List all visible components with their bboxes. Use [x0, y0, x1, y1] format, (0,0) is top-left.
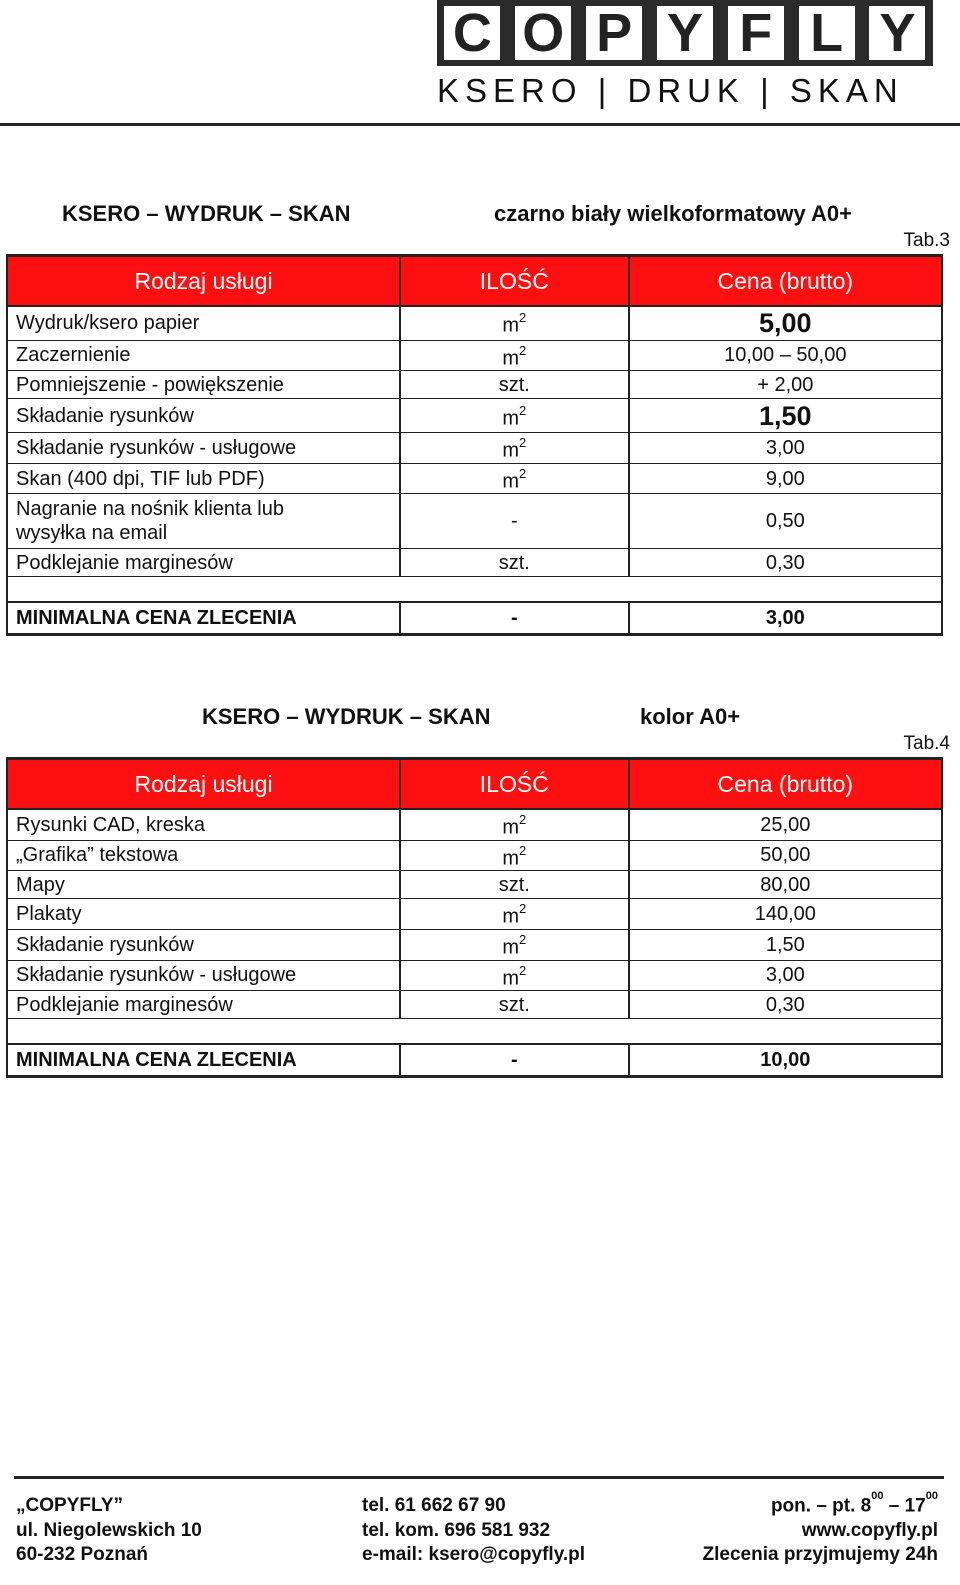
unit-cell: szt. — [400, 871, 629, 899]
table-row — [7, 929, 942, 960]
price-cell: 10,00 – 50,00 — [629, 340, 942, 371]
logo-letter: Y — [869, 6, 925, 60]
unit-cell: szt. — [400, 991, 629, 1019]
logo-letter: F — [728, 6, 784, 60]
service-cell: Rysunki CAD, kreska — [7, 809, 400, 840]
unit-cell: $m^2$ — [400, 463, 629, 494]
table-row — [7, 991, 942, 1019]
logo-letter: L — [799, 6, 855, 60]
unit-cell: szt. — [400, 549, 629, 577]
unit-cell: $m^2$ — [400, 899, 629, 930]
unit-cell: szt. — [400, 371, 629, 399]
price-cell: 3,00 — [629, 433, 942, 464]
price-cell: 140,00 — [629, 899, 942, 930]
unit-cell: $m^2$ — [400, 840, 629, 871]
table-row — [7, 960, 942, 991]
unit-cell: $m^2$ — [400, 960, 629, 991]
logo-letter: C — [444, 6, 500, 60]
table-row — [7, 549, 942, 577]
table-row — [7, 371, 942, 399]
unit-cell: $m^2$ — [400, 399, 629, 433]
unit-cell: $m^2$ — [400, 433, 629, 464]
header-service: Rodzaj usługi — [7, 256, 400, 307]
table-row — [7, 306, 942, 340]
service-cell: Składanie rysunków - usługowe — [7, 960, 400, 991]
table3-tab-label: Tab.3 — [903, 230, 950, 251]
service-cell: Składanie rysunków — [7, 929, 400, 960]
service-cell: „Grafika” tekstowa — [7, 840, 400, 871]
footer-city: 60-232 Poznań — [16, 1544, 148, 1565]
price-cell: 80,00 — [629, 871, 942, 899]
table4-title-left: KSERO – WYDRUK – SKAN — [202, 704, 491, 729]
minimum-price: 10,00 — [629, 1044, 942, 1077]
price-cell: 50,00 — [629, 840, 942, 871]
service-cell: Nagranie na nośnik klienta lub wysyłka na email — [7, 494, 400, 549]
footer-divider — [14, 1476, 944, 1479]
service-cell: Pomniejszenie - powiększenie — [7, 371, 400, 399]
unit-cell: - — [400, 494, 629, 549]
table-row — [7, 494, 942, 549]
table-row — [7, 433, 942, 464]
service-cell: Plakaty — [7, 899, 400, 930]
price-cell: 0,30 — [629, 549, 942, 577]
service-cell: Podklejanie marginesów — [7, 549, 400, 577]
price-cell: 1,50 — [629, 929, 942, 960]
table-row — [7, 871, 942, 899]
price-table-bw — [6, 254, 943, 636]
minimum-price: 3,00 — [629, 602, 942, 635]
unit-cell: $m^2$ — [400, 809, 629, 840]
price-cell: 1,50 — [629, 399, 942, 433]
table-row — [7, 809, 942, 840]
service-cell: Zaczernienie — [7, 340, 400, 371]
footer-website: www.copyfly.pl — [801, 1520, 938, 1541]
header-service: Rodzaj usługi — [7, 759, 400, 810]
price-cell: 25,00 — [629, 809, 942, 840]
price-cell: 9,00 — [629, 463, 942, 494]
service-cell: Podklejanie marginesów — [7, 991, 400, 1019]
footer-email: e-mail: ksero@copyfly.pl — [362, 1544, 586, 1565]
table-spacer-row — [7, 1019, 942, 1045]
copyfly-logo — [437, 0, 933, 66]
unit-cell: $m^2$ — [400, 340, 629, 371]
logo-letter: Y — [657, 6, 713, 60]
table-row — [7, 840, 942, 871]
footer-hours: pon. – pt. $8^{00} - 17^{00}$ — [770, 1490, 938, 1517]
footer-mobile-phone: tel. kom. 696 581 932 — [362, 1520, 551, 1541]
price-cell: 5,00 — [629, 306, 942, 340]
table3-title-left: KSERO – WYDRUK – SKAN — [62, 201, 351, 226]
footer-company: „COPYFLY” — [16, 1495, 123, 1516]
price-cell: 0,30 — [629, 991, 942, 1019]
table-spacer-row — [7, 577, 942, 603]
price-table-color — [6, 757, 943, 1078]
table-row — [7, 399, 942, 433]
table-row — [7, 463, 942, 494]
table3-title-right: czarno biały wielkoformatowy A0+ — [494, 201, 853, 226]
service-cell: Skan (400 dpi, TIF lub PDF) — [7, 463, 400, 494]
table4-title-right: kolor A0+ — [640, 704, 741, 729]
price-cell: + 2,00 — [629, 371, 942, 399]
logo-letter: O — [515, 6, 571, 60]
price-cell: 3,00 — [629, 960, 942, 991]
minimum-unit: - — [400, 602, 629, 635]
service-cell: Składanie rysunków - usługowe — [7, 433, 400, 464]
table-minimum-row — [7, 1044, 942, 1077]
header-quantity: ILOŚĆ — [400, 256, 629, 307]
table-header-row — [7, 759, 942, 810]
header-price: Cena (brutto) — [629, 256, 942, 307]
logo-tagline: KSERO | DRUK | SKAN — [437, 72, 904, 109]
logo-letter: P — [586, 6, 642, 60]
unit-cell: $m^2$ — [400, 306, 629, 340]
service-cell: Składanie rysunków — [7, 399, 400, 433]
minimum-label: MINIMALNA CENA ZLECENIA — [7, 602, 400, 635]
header-price: Cena (brutto) — [629, 759, 942, 810]
footer-street: ul. Niegolewskich 10 — [16, 1520, 202, 1541]
price-cell: 0,50 — [629, 494, 942, 549]
footer-orders-info: Zlecenia przyjmujemy 24h — [702, 1544, 938, 1565]
table-minimum-row — [7, 602, 942, 635]
unit-cell: $m^2$ — [400, 929, 629, 960]
table-row — [7, 899, 942, 930]
table-row — [7, 340, 942, 371]
service-cell: Mapy — [7, 871, 400, 899]
header-divider — [0, 123, 960, 126]
service-cell: Wydruk/ksero papier — [7, 306, 400, 340]
header-quantity: ILOŚĆ — [400, 759, 629, 810]
minimum-label: MINIMALNA CENA ZLECENIA — [7, 1044, 400, 1077]
minimum-unit: - — [400, 1044, 629, 1077]
table4-tab-label: Tab.4 — [903, 733, 950, 754]
footer-phone: tel. 61 662 67 90 — [362, 1495, 506, 1516]
table-header-row — [7, 256, 942, 307]
